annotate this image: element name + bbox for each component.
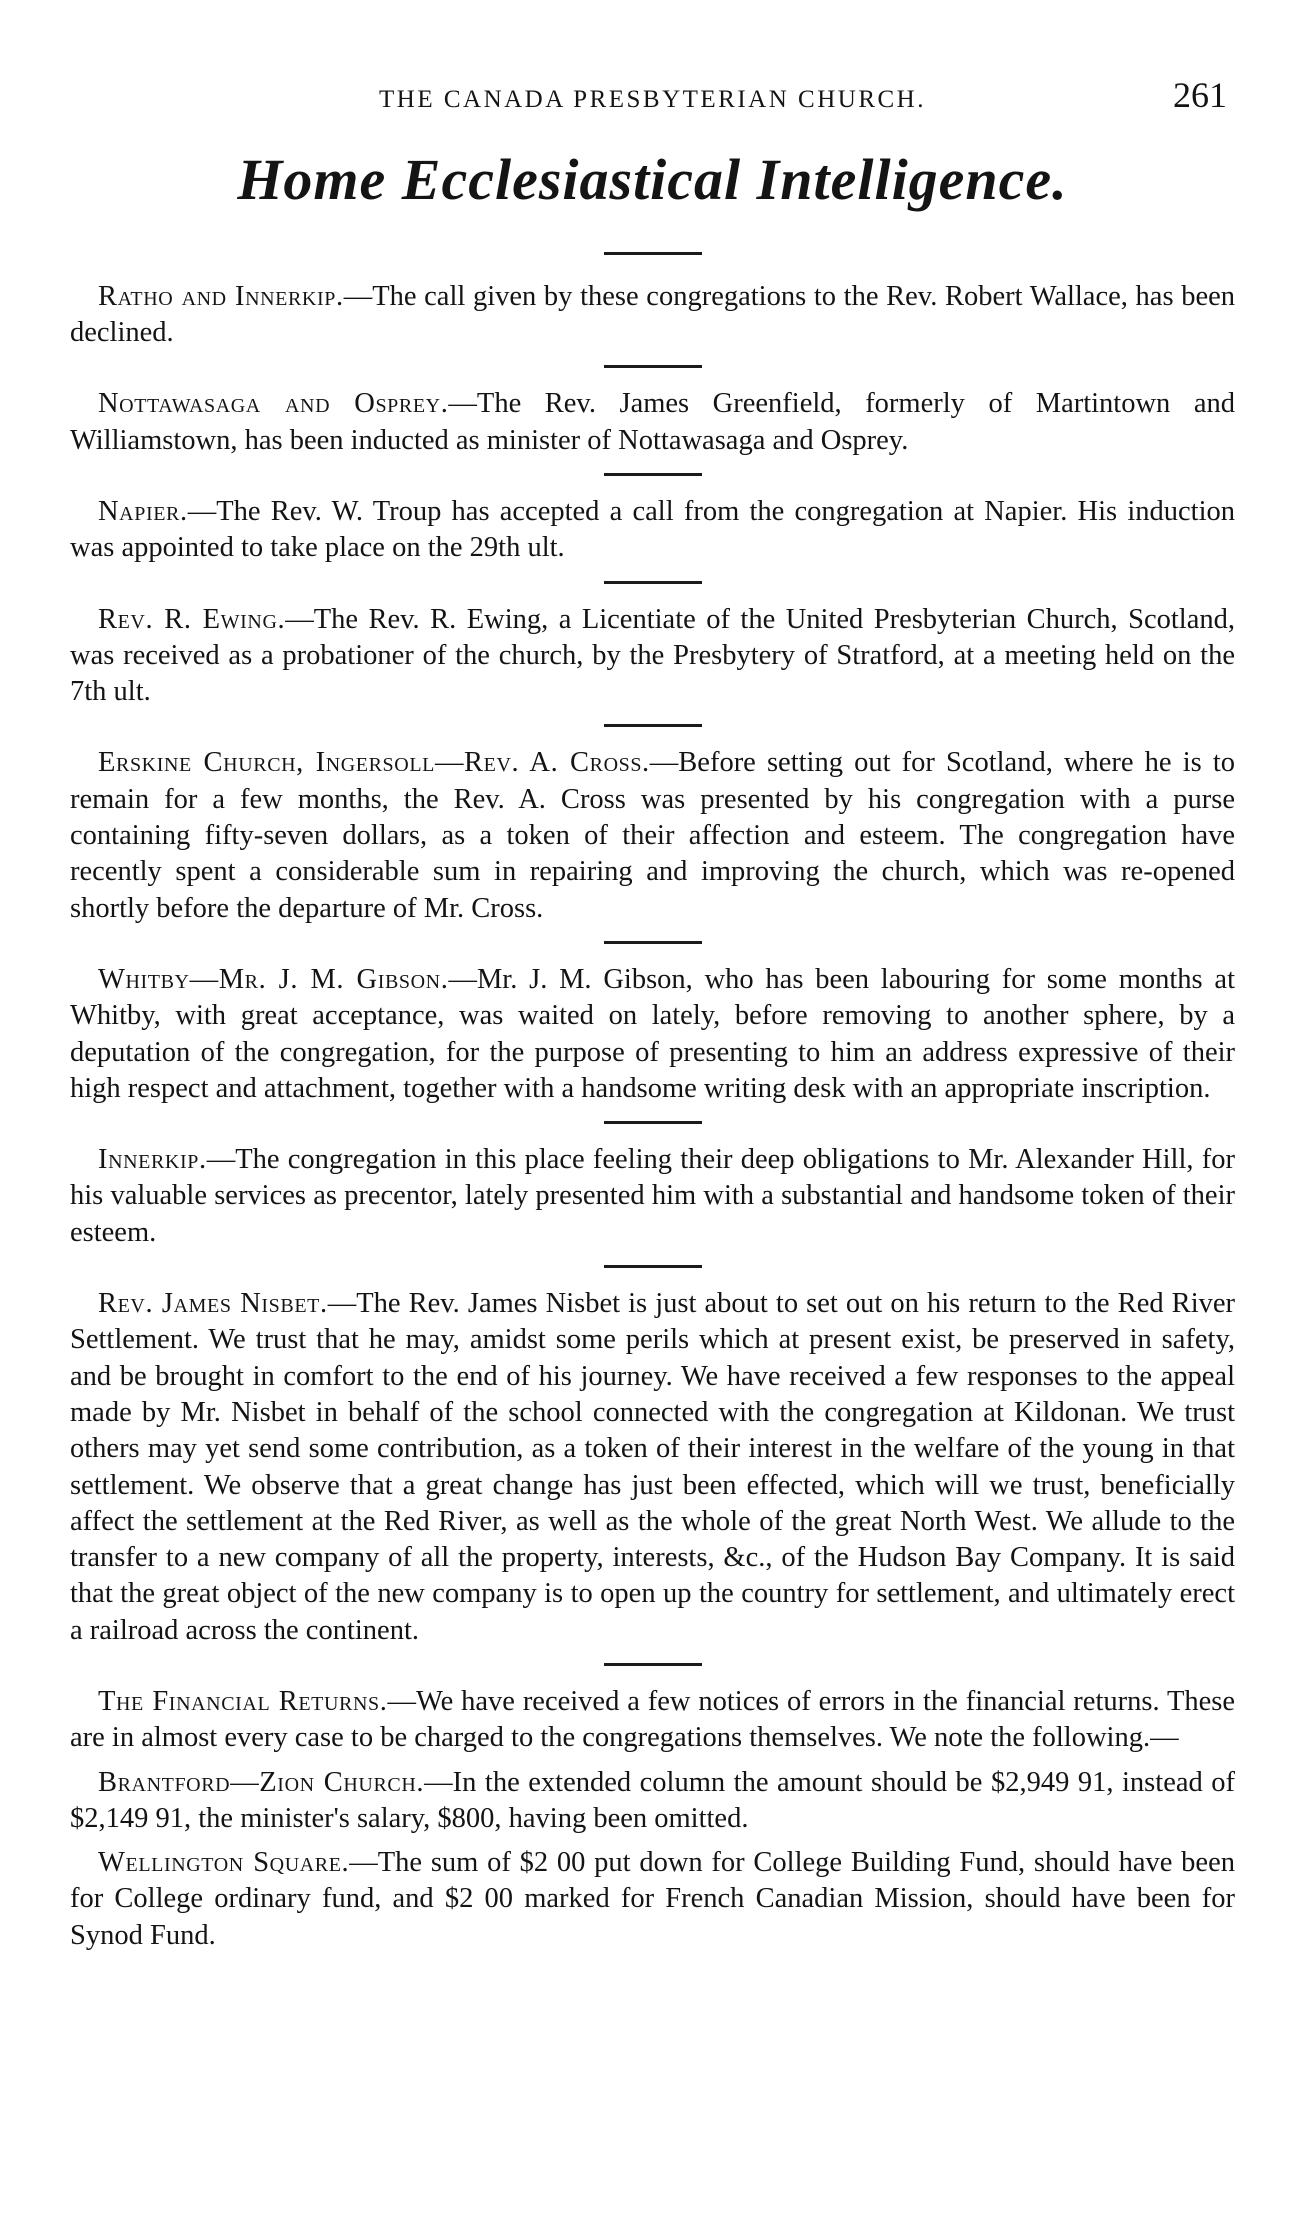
separator-rule [604,1121,702,1124]
running-title: THE CANADA PRESBYTERIAN CHURCH. [379,86,926,113]
item-lead: Napier. [98,495,188,527]
page [70,74,1235,1954]
item-text: —Mr. J. M. Gibson, who has been labouring for some months at Whitby, with great acceptance, was waited on lately, before removing to another sphere, by a deputation of the congregation, for the purpose of presenting to him an address expressive of their high respect and attachment, together with a handsome writing desk with an appropriate inscription. [70,963,1235,1104]
item-lead: Innerkip. [98,1144,207,1176]
item-nottawasaga-osprey [70,386,1235,459]
note-lead: Brantford—Zion Church. [98,1766,425,1798]
item-text: —We have received a few notices of errors in the financial returns. These are in almost every case to be charged to the congregations themselves. We note the following.— [70,1686,1235,1754]
note-brantford [70,1765,1235,1838]
item-lead: Rev. James Nisbet. [98,1288,328,1320]
item-financial-returns [70,1684,1235,1757]
item-lead: Rev. R. Ewing. [98,603,286,635]
running-head [70,74,1235,126]
separator-rule [604,941,702,944]
separator-rule [604,581,702,584]
separator-rule [604,1663,702,1666]
item-lead: The Financial Returns. [98,1686,388,1717]
item-lead: Nottawasaga and Osprey. [98,388,449,420]
item-lead: Erskine Church, Ingersoll—Rev. A. Cross. [98,747,650,779]
item-rev-nisbet [70,1286,1235,1649]
separator-rule [604,365,702,368]
section-title: Home Ecclesiastical Intelligence. [237,147,1068,212]
item-ratho-innerkip [70,279,1235,352]
item-text: —The call given by these congregations to the Rev. Robert Wallace, has been declined. [70,280,1235,349]
item-lead: Whitby—Mr. J. M. Gibson. [98,963,449,995]
separator-rule [604,473,702,476]
item-erskine-church [70,745,1235,926]
item-napier [70,494,1235,567]
item-lead: Ratho and Innerkip. [98,280,344,312]
separator-rule [604,1265,702,1268]
note-text: —In the extended column the amount should be $2,949 91, instead of $2,149 91, the minister's salary, $800, having been omitted. [70,1766,1236,1834]
item-text: —The Rev. James Greenfield, formerly of Martintown and Williamstown, has been inducted as minister of Nottawasaga and Osprey. [70,388,1235,456]
note-text: —The sum of $2 00 put down for College Building Fund, should have been for College ordinary fund, and $2 00 marked for French Canadian Mission, should have been for Synod Fund. [70,1847,1235,1951]
separator-rule [604,724,702,727]
page-number: 261 [1173,75,1227,115]
item-text: —The Rev. R. Ewing, a Licentiate of the United Presbyterian Church, Scotland, was received as a probationer of the church, by the Presbytery of Stratford, at a meeting held on the 7th ult. [70,603,1235,708]
note-lead: Wellington Square. [98,1847,350,1879]
note-wellington-square [70,1845,1235,1954]
item-text: —The Rev. W. Troup has accepted a call from the congregation at Napier. His induction was appointed to take place on the 29th ult. [70,495,1235,564]
item-rev-ewing [70,602,1235,711]
title-rule [604,252,702,255]
item-whitby [70,962,1235,1107]
item-innerkip [70,1142,1235,1251]
item-text: —The Rev. James Nisbet is just about to set out on his return to the Red River Settlement. We trust that he may, amidst some perils which at present exist, be preserved in safety, and be brought in comfort to the end of his journey. We have received a few responses to the appeal made by Mr. Nisbet in behalf of the school connected with the congregation at Kildonan. We trust others may yet send some contribution, as a token of their interest in the welfare of the young in that settlement. We observe that a great change has just been effected, which will we trust, beneficially affect the settlement at the Red River, as well as the whole of the great North West. We allude to the transfer to a new company of all the property, interests, &c., of the Hudson Bay Company. It is said that the great object of the new company is to open up the country for settlement, and ultimately erect a railroad across the continent. [70,1288,1235,1646]
item-text: —Before setting out for Scotland, where he is to remain for a few months, the Rev. A. Cross was presented by his congregation with a purse containing fifty-seven dollars, as a token of their affection and esteem. The congregation have recently spent a considerable sum in repairing and improving the church, which was re-opened shortly before the departure of Mr. Cross. [70,747,1236,924]
item-text: —The congregation in this place feeling their deep obligations to Mr. Alexander Hill, for his valuable services as precentor, lately presented him with a substantial and handsome token of their esteem. [70,1144,1235,1248]
